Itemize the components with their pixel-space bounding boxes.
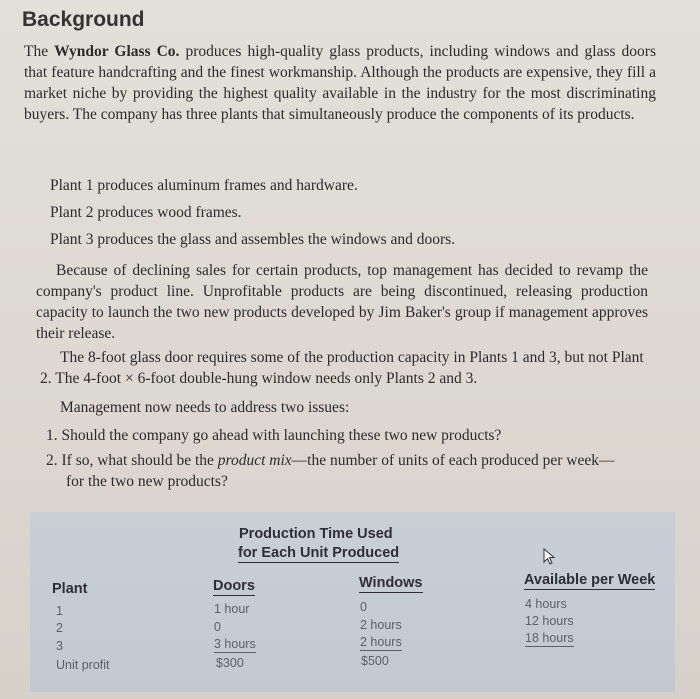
issue-2-post: —the number of units of each produced per week—	[291, 452, 615, 469]
unit-profit-doors: $300	[216, 656, 244, 670]
product-line-paragraph: Because of declining sales for certain products, top management has decided to revamp the company's product line. Unprofitable products are being discontinued, releasing production capacity to launch the two new products developed by Jim Baker's group if management approves their release.	[36, 262, 648, 342]
row-3-available: 18 hours	[525, 631, 574, 645]
mouse-cursor-icon	[542, 548, 558, 566]
group-header-line1: Production Time Used	[239, 526, 393, 542]
unit-profit-windows: $500	[361, 654, 389, 668]
intro-lead: The	[24, 43, 55, 60]
row-2-windows: 2 hours	[360, 618, 402, 632]
row-1-available: 4 hours	[525, 597, 567, 611]
plant-2-description: Plant 2 produces wood frames.	[50, 204, 242, 221]
row-2-available: 12 hours	[525, 614, 574, 628]
intro-paragraph	[24, 41, 656, 125]
row-3-windows: 2 hours	[360, 635, 402, 649]
row-1-plant: 1	[56, 604, 63, 618]
intro-rest: produces high-quality glass products, including windows and glass doors that feature handcrafting and the finest workmanship. Although the products are expensive, they fill a market niche by providing the highest quality available in the industry for the most discriminating buyers. The company has three plants that simultaneously produce the components of its products.	[24, 43, 656, 123]
issue-1: 1. Should the company go ahead with launching these two new products?	[46, 427, 502, 444]
company-name: Wyndor Glass Co.	[54, 43, 180, 60]
group-header-line2: for Each Unit Produced	[238, 545, 400, 561]
section-heading: Background	[22, 8, 145, 31]
issue-2-pre: 2. If so, what should be the	[46, 452, 218, 469]
col-header-available: Available per Week	[524, 572, 656, 588]
issue-2-continuation: for the two new products?	[66, 473, 228, 490]
plant-3-description: Plant 3 produces the glass and assembles the windows and doors.	[50, 231, 456, 248]
row-1-doors: 1 hour	[214, 602, 250, 616]
issue-2-emphasis: product mix	[217, 452, 292, 469]
row-3-doors: 3 hours	[214, 637, 256, 651]
col-header-windows: Windows	[359, 575, 423, 591]
row-2-plant: 2	[56, 621, 63, 635]
plant-1-description: Plant 1 produces aluminum frames and hardware.	[50, 177, 358, 194]
issues-intro: Management now needs to address two issues:	[60, 399, 350, 416]
capacity-paragraph: The 8-foot glass door requires some of the production capacity in Plants 1 and 3, but not Plant 2. The 4-foot × 6-foot double-hung window needs only Plants 2 and 3.	[40, 349, 644, 387]
col-header-doors: Doors	[213, 578, 255, 594]
issue-2	[46, 450, 646, 492]
plants-list	[50, 172, 650, 253]
production-table	[30, 512, 675, 692]
row-3-plant: 3	[56, 639, 63, 653]
row-2-doors: 0	[214, 620, 221, 634]
row-1-windows: 0	[360, 600, 367, 614]
unit-profit-label: Unit profit	[56, 658, 110, 672]
col-header-plant: Plant	[52, 581, 88, 597]
